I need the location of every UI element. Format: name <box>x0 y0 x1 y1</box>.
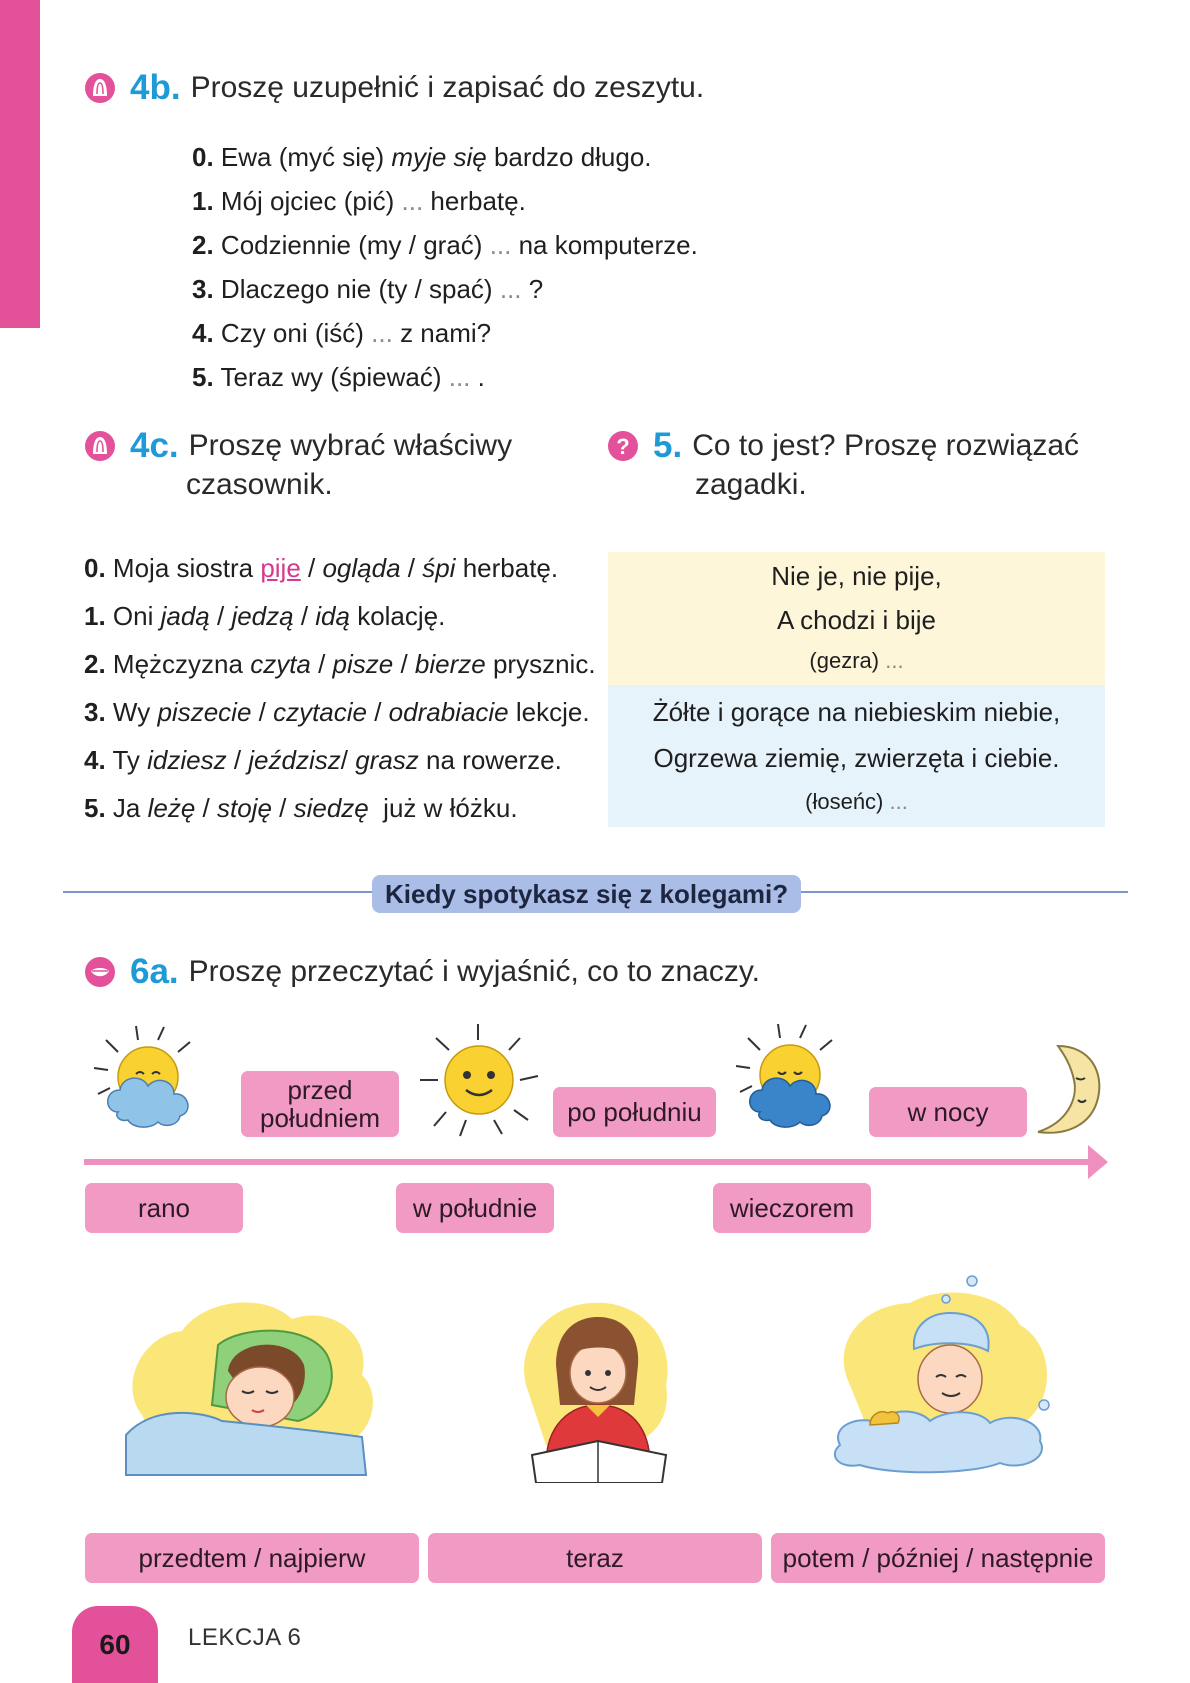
selected-option: pije <box>260 553 301 583</box>
item-text: Wy <box>112 697 158 727</box>
option: pisze <box>332 649 394 679</box>
item-text: Czy oni (iść) <box>220 318 372 348</box>
item-text: . <box>470 362 485 392</box>
option: jadą <box>160 601 210 631</box>
riddle-line: Żółte i gorące na niebieskim niebie, <box>652 697 1061 727</box>
list-item <box>192 135 698 179</box>
list-item: 5. Ja leżę / stoję / siedzę już w łóżku. <box>84 793 518 823</box>
riddle-box-2 <box>608 685 1105 827</box>
item-number: 2. <box>192 230 214 260</box>
tag-wieczorem <box>713 1183 871 1233</box>
tag-label: przed południem <box>260 1075 380 1133</box>
riddle-hint-text: (łoseńc) <box>805 789 884 814</box>
list-item <box>192 179 698 223</box>
item-number: 3. <box>192 274 214 304</box>
item-text: Mój ojciec (pić) <box>220 186 402 216</box>
item-text: herbatę. <box>455 553 559 583</box>
item-number: 4. <box>84 745 106 775</box>
item-text: ? <box>521 274 544 304</box>
item-text: już w łóżku. <box>368 793 518 823</box>
exercise-number: 5. <box>653 426 683 465</box>
option: leżę <box>147 793 196 823</box>
item-number: 5. <box>84 793 106 823</box>
blank-dots: ... <box>885 648 904 673</box>
tag-label: rano <box>137 1193 191 1223</box>
riddle-line: A chodzi i bije <box>777 605 936 635</box>
item-text: Codziennie (my / grać) <box>220 230 490 260</box>
option: idą <box>315 601 350 631</box>
exercise-title-cont: zagadki. <box>695 468 807 501</box>
item-number: 0. <box>192 142 214 172</box>
exercise-4c-list <box>84 544 596 832</box>
item-text: Mężczyzna <box>112 649 251 679</box>
exercise-title: Co to jest? Proszę rozwiązać <box>692 429 1080 462</box>
tag-label: wieczorem <box>729 1193 855 1223</box>
item-number: 3. <box>84 697 106 727</box>
tag-label: w nocy <box>907 1097 989 1127</box>
ear-icon <box>84 72 116 104</box>
tag-potem-pozniej-nastepnie <box>771 1533 1105 1583</box>
tag-po-poludniu <box>553 1087 716 1137</box>
item-number: 2. <box>84 649 106 679</box>
timeline-arrow-line <box>84 1159 1102 1165</box>
exercise-6a-header <box>84 952 760 992</box>
riddle-line: Ogrzewa ziemię, zwierzęta i ciebie. <box>653 743 1060 773</box>
exercise-number: 4b. <box>130 68 181 107</box>
bathing-girl-illustration <box>830 1275 1062 1475</box>
list-item: 2. Mężczyzna czyta / pisze / bierze prysznic. <box>84 649 596 679</box>
tag-teraz <box>428 1533 762 1583</box>
exercise-number: 6a. <box>130 952 179 991</box>
exercise-number: 4c. <box>130 426 179 465</box>
tag-label: w południe <box>412 1193 538 1223</box>
page-edge-strip <box>0 0 40 328</box>
item-text: lekcje. <box>508 697 590 727</box>
sleeping-girl-illustration <box>122 1295 384 1477</box>
item-text: herbatę. <box>423 186 526 216</box>
list-item: 1. Oni jadą / jedzą / idą kolację. <box>84 601 446 631</box>
riddle-hint <box>608 781 1105 823</box>
option: jedzą <box>231 601 294 631</box>
item-text: Teraz wy (śpiewać) <box>220 362 449 392</box>
exercise-title-cont: czasownik. <box>186 468 333 501</box>
exercise-title: Proszę przeczytać i wyjaśnić, co to znaczy. <box>188 955 760 988</box>
tag-przedtem-najpierw <box>85 1533 419 1583</box>
item-text: bardzo długo. <box>486 142 652 172</box>
question-mark-icon <box>607 430 639 462</box>
exercise-title: Proszę uzupełnić i zapisać do zeszytu. <box>190 71 705 104</box>
blank-dots: ... <box>489 230 512 260</box>
item-number: 1. <box>84 601 106 631</box>
option: siedzę <box>293 793 369 823</box>
section-title: Kiedy spotykasz się z kolegami? <box>372 875 801 913</box>
item-number: 1. <box>192 186 214 216</box>
option: bierze <box>414 649 486 679</box>
option: czyta <box>250 649 311 679</box>
exercise-4c-header <box>84 426 512 502</box>
option: idziesz <box>147 745 227 775</box>
timeline-arrowhead-icon <box>1088 1145 1108 1179</box>
list-item: 4. Ty idziesz / jeździsz/ grasz na rowerze. <box>84 745 562 775</box>
exercise-title: Proszę wybrać właściwy <box>188 429 513 462</box>
blank-dots: ... <box>448 362 471 392</box>
item-text: Moja siostra <box>112 553 261 583</box>
evening-sun-cloud-icon <box>730 1020 860 1138</box>
exercise-4b-header <box>84 68 704 108</box>
option: grasz <box>355 745 419 775</box>
list-item: 0. Moja siostra pije / ogląda / śpi herbatę. <box>84 553 559 583</box>
list-item <box>192 223 698 267</box>
item-text: Ewa (myć się) <box>220 142 392 172</box>
option: jeździsz <box>248 745 341 775</box>
blank-dots: ... <box>371 318 393 348</box>
item-number: 0. <box>84 553 106 583</box>
tag-label: po południu <box>567 1097 702 1127</box>
blank-dots: ... <box>889 789 908 814</box>
page-number: 60 <box>72 1606 158 1683</box>
morning-sun-cloud-icon <box>88 1022 218 1137</box>
tag-przed-poludniem <box>241 1071 399 1137</box>
exercise-4b-list <box>192 135 698 399</box>
option: śpi <box>422 553 456 583</box>
tag-w-nocy <box>869 1087 1027 1137</box>
tag-label: przedtem / najpierw <box>138 1543 366 1573</box>
lesson-label: LEKCJA 6 <box>188 1624 302 1651</box>
tag-w-poludnie <box>396 1183 554 1233</box>
item-text: Oni <box>112 601 161 631</box>
item-answer: myje się <box>391 142 487 172</box>
svg-text:?: ? <box>616 434 630 459</box>
noon-sun-icon <box>414 1020 544 1145</box>
item-text: prysznic. <box>485 649 596 679</box>
item-text: kolację. <box>349 601 446 631</box>
blank-dots: ... <box>499 274 522 304</box>
option: czytacie <box>273 697 367 727</box>
item-text: na rowerze. <box>418 745 562 775</box>
list-item <box>192 311 698 355</box>
tag-label: potem / później / następnie <box>782 1543 1094 1573</box>
option: ogląda <box>322 553 401 583</box>
item-text: Ty <box>112 745 148 775</box>
riddle-box-1 <box>608 552 1105 685</box>
moon-icon <box>1028 1042 1104 1138</box>
ear-icon <box>84 430 116 462</box>
item-text: Dlaczego nie (ty / spać) <box>220 274 500 304</box>
exercise-5-header <box>607 426 1079 502</box>
item-text: na komputerze. <box>511 230 698 260</box>
option: stoję <box>216 793 272 823</box>
option: piszecie <box>157 697 252 727</box>
mouth-icon <box>84 956 116 988</box>
riddle-hint-text: (gezra) <box>809 648 880 673</box>
item-text: Ja <box>112 793 148 823</box>
option: odrabiacie <box>388 697 509 727</box>
riddle-hint <box>608 642 1105 680</box>
item-number: 4. <box>192 318 214 348</box>
blank-dots: ... <box>401 186 424 216</box>
list-item <box>192 355 698 399</box>
studying-girl-illustration <box>516 1295 676 1483</box>
item-text: z nami? <box>392 318 492 348</box>
item-number: 5. <box>192 362 214 392</box>
tag-rano <box>85 1183 243 1233</box>
list-item: 3. Wy piszecie / czytacie / odrabiacie lekcje. <box>84 697 590 727</box>
list-item <box>192 267 698 311</box>
riddle-line: Nie je, nie pije, <box>771 561 942 591</box>
tag-label: teraz <box>566 1543 624 1573</box>
